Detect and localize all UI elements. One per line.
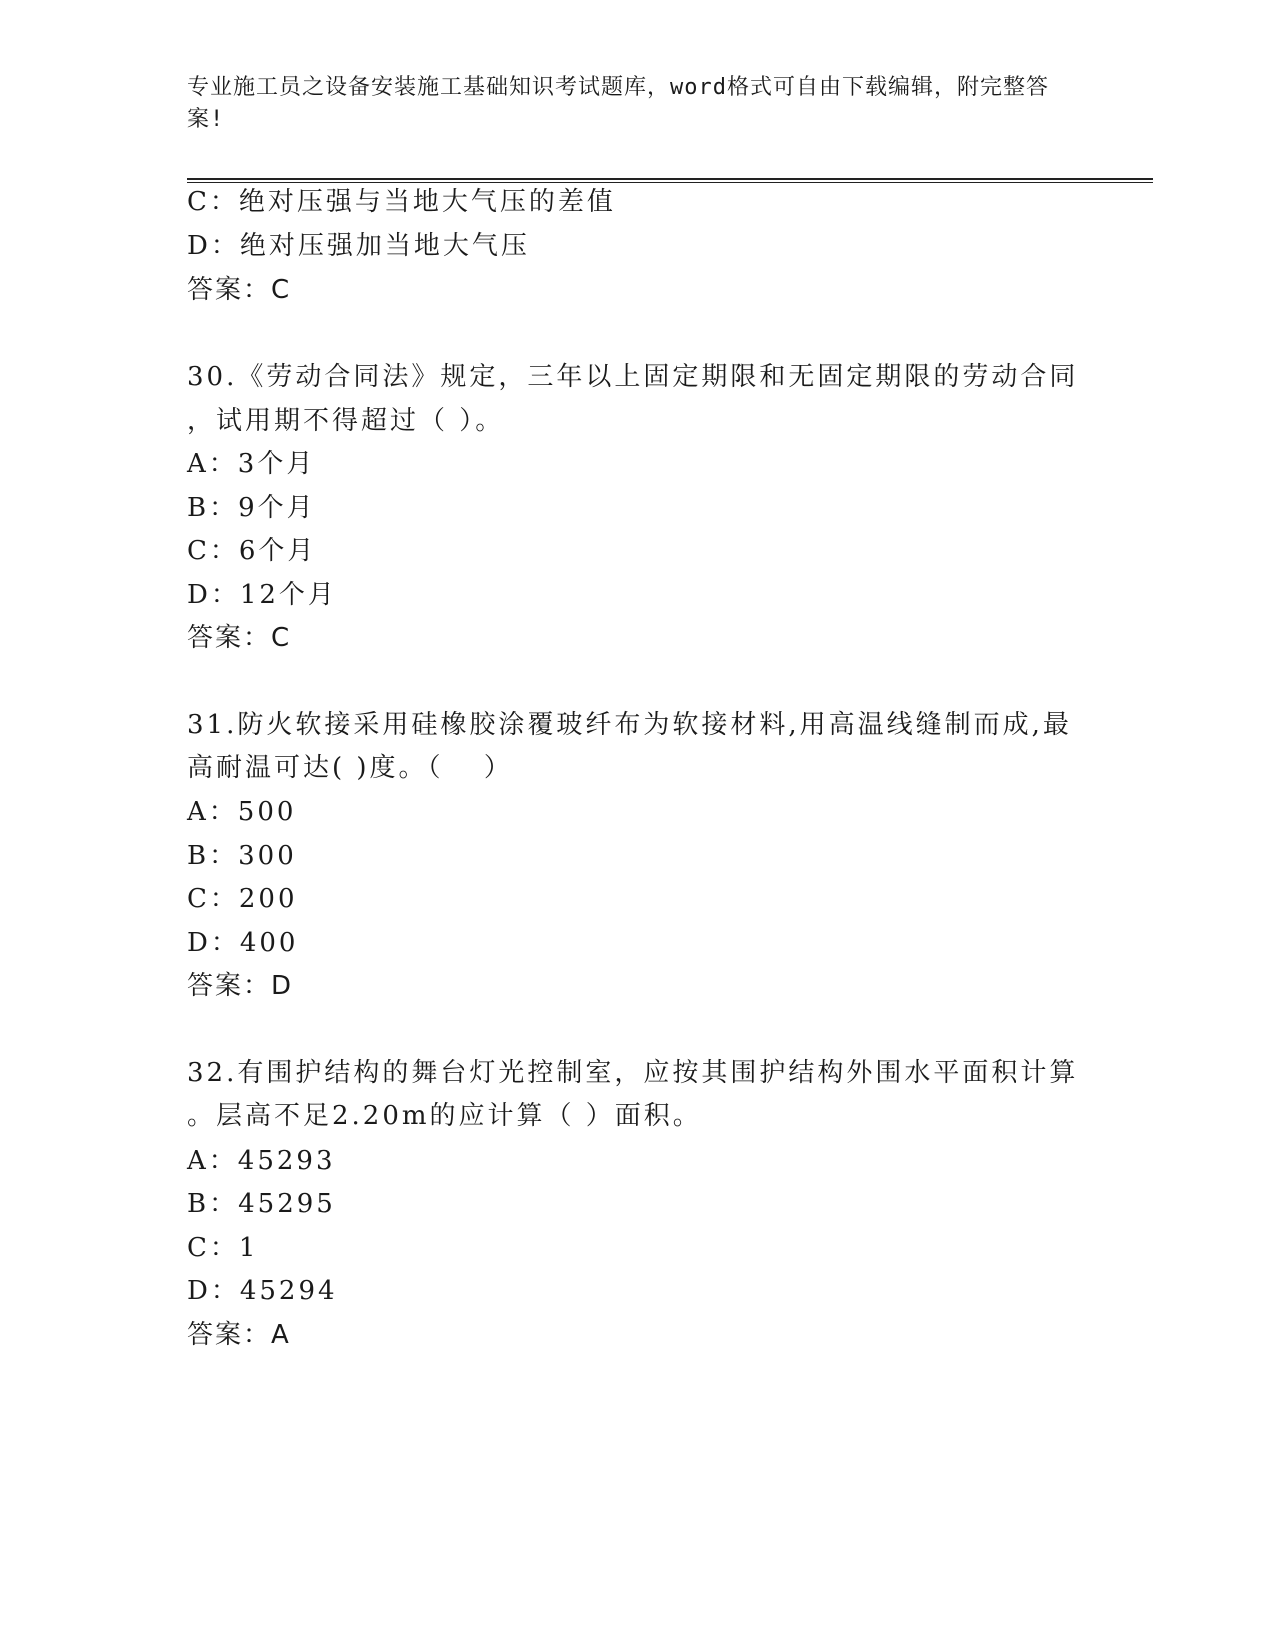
option-line: B：9个月: [187, 493, 316, 523]
option-line: C：1: [187, 1233, 259, 1263]
question-line: 高耐温可达( )度。（ ）: [187, 753, 513, 783]
option-line: D：400: [187, 928, 299, 958]
option-line: C：200: [187, 884, 298, 914]
option-line: C：6个月: [187, 536, 317, 566]
option-line: D：绝对压强加当地大气压: [187, 231, 530, 261]
answer-line: 答案：A: [187, 1320, 291, 1350]
option-line: D：45294: [187, 1276, 338, 1306]
header-divider: [187, 178, 1153, 183]
question-line: ，试用期不得超过（ ）。: [187, 406, 505, 436]
answer-line: 答案：C: [187, 623, 292, 653]
option-line: A：3个月: [187, 449, 316, 479]
question-line: 31.防火软接采用硅橡胶涂覆玻纤布为软接材料,用高温线缝制而成,最: [187, 710, 1072, 740]
option-line: A：500: [187, 797, 297, 827]
option-line: B：300: [187, 841, 297, 871]
option-line: D：12个月: [187, 580, 337, 610]
option-line: A：45293: [187, 1146, 336, 1176]
question-line: 30.《劳动合同法》规定，三年以上固定期限和无固定期限的劳动合同: [187, 362, 1079, 392]
option-line: C：绝对压强与当地大气压的差值: [187, 187, 616, 217]
question-line: 32.有围护结构的舞台灯光控制室，应按其围护结构外围水平面积计算: [187, 1058, 1079, 1088]
answer-line: 答案：D: [187, 971, 294, 1001]
question-line: 。层高不足2.20m的应计算（ ）面积。: [187, 1101, 702, 1131]
option-line: B：45295: [187, 1189, 336, 1219]
answer-line: 答案：C: [187, 275, 292, 305]
document-header: 专业施工员之设备安装施工基础知识考试题库，word格式可自由下载编辑，附完整答案!: [187, 75, 1049, 132]
